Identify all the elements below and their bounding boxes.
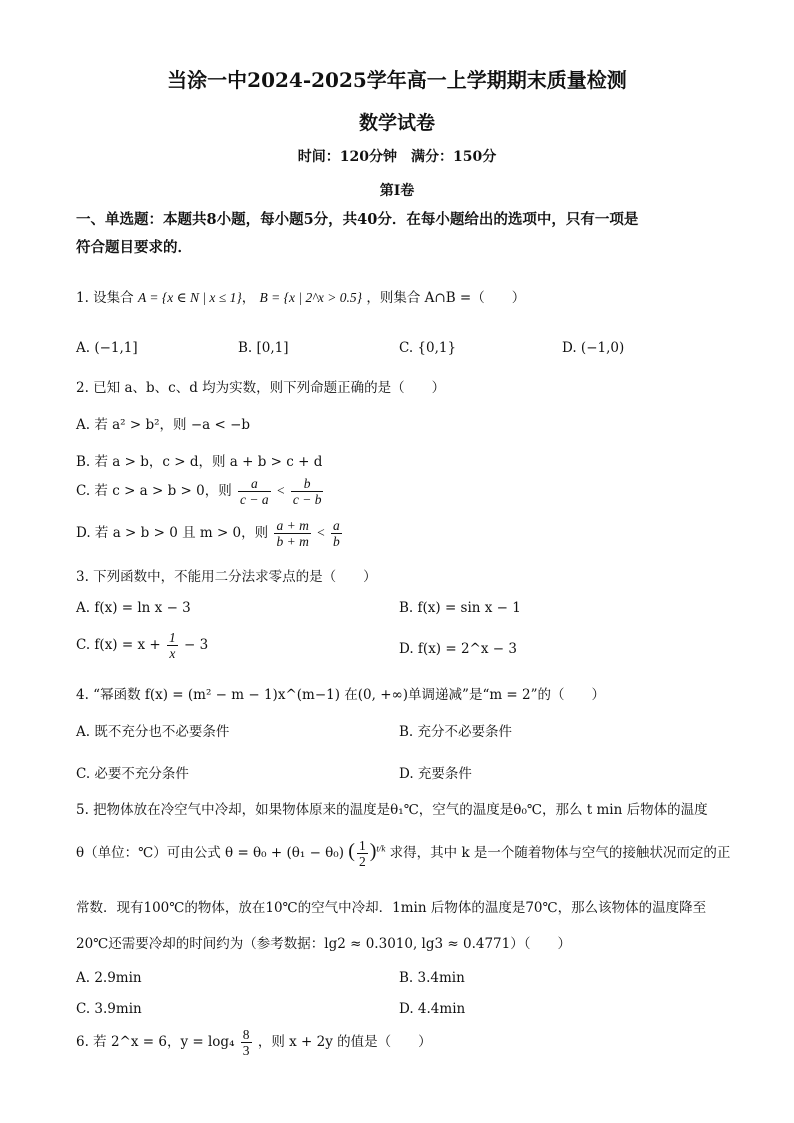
question-5-line-1: 5. 把物体放在冷空气中冷却，如果物体原来的温度是θ₁℃，空气的温度是θ₀℃，那么 t min 后物体的温度 (76, 802, 708, 818)
question-4-stem: 4. “幂函数 f(x) = (m² − m − 1)x^(m−1) 在(0, +∞)单调递减”是“m = 2”的（ ） (76, 687, 606, 703)
q1-option-a: A. (−1,1] (76, 340, 138, 356)
q3-option-d: D. f(x) = 2^x − 3 (399, 641, 517, 657)
question-1-stem: 1. 设集合 A = {x ∈ N | x ≤ 1}， B = {x | 2^x > 0.5} ，则集合 A∩B =（ ） (76, 290, 526, 306)
q2-option-d: D. 若 a > b > 0 且 m > 0，则 $\frac{a + m}{b + m}$ < $\frac{a}{b}$ (76, 518, 340, 549)
q2-option-c-text: C. 若 c > a > b > 0，则 (76, 483, 232, 499)
q2-d-frac2-den: b (333, 534, 340, 549)
q1-option-c: C. {0,1} (399, 340, 457, 356)
q3-option-a: A. f(x) = ln x − 3 (76, 600, 191, 616)
q5-option-c: C. 3.9min (76, 1001, 142, 1017)
question-6-stem (76, 1027, 432, 1058)
q3-option-c-text: C. f(x) = x + (76, 637, 161, 653)
q2-c-frac2-num: b (291, 476, 324, 492)
q2-c-fraction-2 (291, 476, 324, 507)
q2-option-d-text: D. 若 a > b > 0 且 m > 0，则 (76, 525, 269, 541)
question-5-line-3: 常数．现有100℃的物体，放在10℃的空气中冷却．1min 后物体的温度是70℃，那么该物体的温度降至 (76, 900, 707, 916)
q6-frac-den: 3 (242, 1043, 250, 1058)
question-3-stem: 3. 下列函数中，不能用二分法求零点的是（ ） (76, 569, 377, 585)
q2-option-b: B. 若 a > b，c > d，则 a + b > c + d (76, 454, 323, 470)
q5-exponent: t/k (376, 843, 386, 854)
q2-d-frac1-den: b + m (276, 534, 309, 549)
volume-label: 第Ⅰ卷 (379, 183, 415, 199)
section-heading-line1: 一、单选题：本题共8小题，每小题5分，共40分．在每小题给出的选项中，只有一项是 (76, 211, 639, 228)
q2-c-frac1-den: c − a (240, 492, 269, 507)
q3-option-b: B. f(x) = sin x − 1 (399, 600, 521, 616)
q1-option-b: B. [0,1] (238, 340, 289, 356)
q4-option-a: A. 既不充分也不必要条件 (76, 724, 230, 740)
q5-formula-text: θ（单位：℃）可由公式 θ = θ₀ + (θ₁ − θ₀) (76, 845, 344, 861)
q3-c-frac-num: 1 (168, 630, 176, 645)
q3-c-frac-den: x (169, 646, 176, 661)
q3-option-c (76, 630, 208, 661)
q4-option-c: C. 必要不充分条件 (76, 766, 189, 782)
q2-d-fraction-2 (331, 518, 342, 549)
q1-tail: ，则集合 A∩B =（ ） (366, 290, 526, 306)
q4-option-b: B. 充分不必要条件 (399, 724, 513, 740)
q1-set-b: B = {x | 2^x > 0.5} (259, 290, 363, 305)
q2-c-frac2-den: c − b (292, 492, 322, 507)
q6-fraction (241, 1027, 252, 1058)
q3-option-c-tail: − 3 (184, 637, 209, 653)
question-5-line-4: 20℃还需要冷却的时间约为（参考数据：lg2 ≈ 0.3010, lg3 ≈ 0.4771）（ ） (76, 936, 571, 952)
q5-line-2-tail: 求得，其中 k 是一个随着物体与空气的接触状况而定的正 (389, 845, 731, 861)
q5-half-fraction (357, 838, 368, 869)
q6-tail: ，则 x + 2y 的值是（ ） (257, 1034, 432, 1050)
q2-d-frac2-num: a (333, 518, 340, 533)
page-subtitle: 数学试卷 (358, 112, 435, 134)
q4-option-d: D. 充要条件 (399, 766, 472, 782)
q5-option-b: B. 3.4min (399, 970, 465, 986)
page-title: 当涂一中2024-2025学年高一上学期期末质量检测 (167, 68, 627, 92)
exam-meta: 时间：120分钟 满分：150分 (297, 149, 497, 165)
q5-option-a: A. 2.9min (76, 970, 142, 986)
q1-prefix: 1. 设集合 (76, 290, 134, 306)
q6-frac-num: 8 (242, 1027, 250, 1042)
q5-frac-num: 1 (358, 838, 366, 853)
q2-option-c: C. 若 c > a > b > 0，则 $\frac{a}{c - a}$ < $\frac{b}{c - b}$ (76, 476, 322, 507)
section-heading (76, 206, 726, 262)
q2-c-frac1-num: a (238, 476, 271, 492)
section-heading-line2: 符合题目要求的． (76, 239, 192, 256)
q6-text: 6. 若 2^x = 6，y = log₄ (76, 1034, 235, 1050)
q2-d-fraction-1 (274, 518, 310, 549)
q2-c-fraction-1 (238, 476, 271, 507)
question-5-line-2: θ（单位：℃）可由公式 θ = θ₀ + (θ₁ − θ₀) ( $\frac{1}{2}$ )$^{t/k}$ 求得，其中 k 是一个随着物体与空气的接触状况而定的正 (76, 838, 731, 869)
q3-c-fraction (167, 630, 178, 661)
question-2-stem: 2. 已知 a、b、c、d 均为实数，则下列命题正确的是（ ） (76, 380, 446, 396)
q2-d-frac1-num: a + m (276, 518, 309, 533)
q5-frac-den: 2 (358, 854, 366, 869)
q1-option-d: D. (−1,0) (562, 340, 625, 356)
q5-option-d: D. 4.4min (399, 1001, 466, 1017)
q2-option-a: A. 若 a² > b²，则 −a < −b (76, 417, 251, 433)
q1-set-a: A = {x ∈ N | x ≤ 1} (137, 290, 242, 305)
